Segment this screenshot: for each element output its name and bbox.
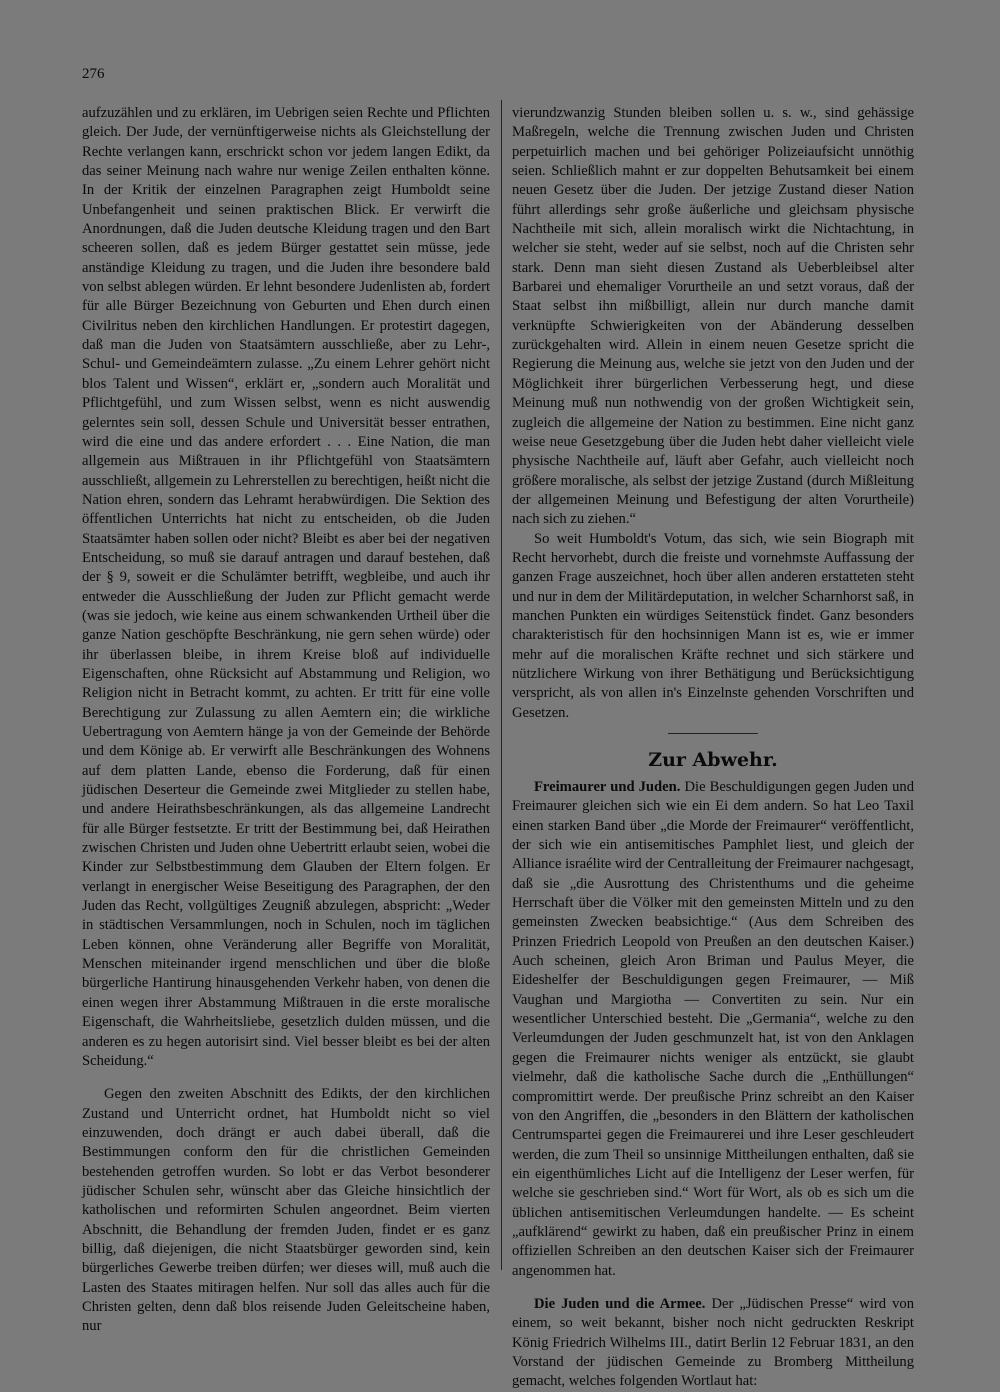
column-divider <box>501 100 502 1270</box>
paragraph: So weit Humboldt's Votum, das sich, wie sein Biograph mit Recht hervorhebt, durch die freiste und vornehmste Auffassung der ganzen Frage auszeichnet, hoch über allen anderen erstatteten steht und nur in dem der Militärdeputation, in welcher Scharnhorst saß, in manchen Punkten ein würdiges Seitenstück findet. Ganz besonders charakteristisch für den hochsinnigen Mann ist es, wie er immer mehr auf die moralischen Kräfte rechnet und sich stärkere und nützlichere Wirkung von ihrer Bethätigung und Berücksichtigung verspricht, als von allen in's Einzelnste gehenden Vorschriften und Gesetzen. <box>512 530 914 721</box>
page-number: 276 <box>82 66 105 82</box>
section-heading: Zur Abwehr. <box>648 749 778 771</box>
article-text: Der „Jüdischen Presse“ wird von einem, so weit bekannt, bisher noch nicht gedruckten Reskript König Friedrich Wilhelms III., datirt Berlin 12 Februar 1831, an den Vorstand der jüdischen Gemeinde zu Bromberg Mittheilung gemacht, welches folgenden Wortlaut hat: <box>512 1295 914 1390</box>
left-column <box>82 104 490 1337</box>
paragraph: aufzuzählen und zu erklären, im Uebrigen seien Rechte und Pflichten gleich. Der Jude, der vernünftigerweise nichts als Gleichstellung der Rechte verlangen kann, erschrickt schon vor jedem langen Edikt, da das seiner Meinung nach wahre nur wenige Zeilen enthalten könne. In der Kritik der einzelnen Paragraphen zeigt Humboldt seine Unbefangenheit und seinen praktischen Blick. Er verwirft die Anordnungen, daß die Juden deutsche Kleidung tragen und den Bart scheeren sollen, daß es jedem Bürger gestattet sein müsse, jede anständige Kleidung zu tragen, und die Juden ihre besondere bald von selbst ablegen würden. Er lehnt besondere Judenlisten ab, fordert für alle Bürger Bezeichnung von Geburten und Ehen durch einen Civilritus neben den kirchlichen Handlungen. Er protestirt dagegen, daß man die Juden von Staatsämtern ausschließe, aber zu Lehr-, Schul- und Gemeindeämtern zulasse. „Zu einem Lehrer gehört nicht blos Talent und Wissen“, erklärt er, „sondern auch Moralität und Pflichtgefühl, und zum Wissen selbst, wenn es nicht auswendig gelerntes sein soll, dessen Schule und Universität besser entrathen, wird die eine und das andere erfordert . . . Eine Nation, die man allgemein aus Mißtrauen in ihr Pflichtgefühl von Staatsämtern ausschließt, allgemein zu Lehrerstellen zu berechtigen, heißt nicht die Nation ehren, sondern das Lehramt herabwürdigen. Die Sektion des öffentlichen Unterrichts hat nicht zu entscheiden, ob die Juden Staatsämter haben sollen oder nicht? Bleibt es aber bei der negativen Entscheidung, so muß sie darauf antragen und darauf bestehen, daß der § 9, soweit er die Schulämter betrifft, wegbleibe, und auch ihr entweder die Ausschließung der Juden zur Pflicht gemacht werde (was sie jedoch, wie keine aus einem schwankenden Urtheil über die ganze Nation geschöpfte Beschränkung, nie gern sehen würde) oder ihr überlassen bleibe, in ihrem Kreise bloß auf individuelle Eigenschaften, ohne Rücksicht auf Abstammung und Religion, wo Religion nicht in Betracht kommt, zu achten. Er tritt für eine volle Berechtigung zur Zulassung zu allen Aemtern ein; die wirkliche Uebertragung von Aemtern hänge ja von der Gemeinde der Behörde und dem Könige ab. Er verwirft alle Beschränkungen des Wohnens auf dem platten Lande, ebenso die Forderung, daß für einen jüdischen Deserteur die Gemeinde zwei Mitglieder zu stellen habe, und andere Heirathsbeschränkungen, als das allgemeine Landrecht für alle Bürger festsetzte. Er tritt der Bestimmung bei, daß Heirathen zwischen Christen und Juden ohne Uebertritt erlaubt seien, wobei die Kinder zur Selbstbestimmung dem Glauben der Eltern folgen. Er verlangt in energischer Weise Beseitigung des Paragraphen, der den Juden das Recht, vollgültiges Zeugniß abzulegen, abspricht: „Weder in städtischen Versammlungen, noch in Schulen, noch im täglichen Leben können, ohne Veränderung aller Begriffe von Moralität, Menschen miteinander irgend menschlichen und über die bloße bürgerliche Hantirung hinausgehenden Verkehr haben, von denen die einen wegen ihrer Abstammung Mißtrauen in die erste moralische Eigenschaft, die Wahrheitsliebe, gesetzlich dulden müssen, und die anderen es zu hegen autorisirt sind. Viel besser bleibt es bei der alten Scheidung.“ <box>82 105 490 1069</box>
article-title: Die Juden und die Armee. <box>534 1295 706 1312</box>
article-text: Die Beschuldigungen gegen Juden und Freimaurer gleichen sich wie ein Ei dem andern. So hat Leo Taxil einen starken Band über „die Morde der Freimaurer“ veröffentlicht, der sich wie ein antisemitisches Pamphlet liest, und gleich der Alliance israélite wird der Centralleitung der Freimaurer nachgesagt, daß sie „die Ausrottung des Christenthums und die geheime Herrschaft über die Völker mit den gemeinsten Mitteln und zu den gemeinsten Zwecken beabsichtige.“ (Aus dem Schreiben des Prinzen Friedrich Leopold von Preußen an den deutschen Kaiser.) Auch scheinen, gleich Aron Briman und Paulus Meyer, die Eideshelfer der Beschuldigungen gegen Freimaurer, — Miß Vaughan und Margiotha — Convertiten zu sein. Nur ein wesentlicher Unterschied besteht. Die „Germania“, welche zu den Verleumdungen der Juden geschmunzelt hat, ist von den Anklagen gegen die Freimaurer nichts weniger als entzückt, sie glaubt vielmehr, daß die katholische Sache durch die „Enthüllungen“ compromittirt werde. Der preußische Prinz schreibt an den Kaiser von den Angriffen, die „besonders in den Blättern der katholischen Centrumspartei gegen die Freimaurerei und ihre Leser geschleudert werden, die zum Theil so unsinnige Mittheilungen enthalten, daß sie ein eigenthümliches Licht auf die Intelligenz der Leser werfen, für welche sie geschrieben sind.“ Wort für Wort, als ob es sich um die üblichen antisemitischen Verleumdungen handelte. — Es scheint „aufklärend“ gewirkt zu haben, daß ein preußischer Prinz in einem offiziellen Schreiben an den deutschen Kaiser sich der Freimaurer angenommen hat. <box>512 779 914 1279</box>
right-column <box>512 104 914 1392</box>
article-armee <box>512 1295 914 1392</box>
paragraph: vierundzwanzig Stunden bleiben sollen u. s. w., sind gehässige Maßregeln, welche die Trennung zwischen Juden und Christen perpetuirlich machen und bei gehöriger Polizeiaufsicht unnöthig seien. Schließlich mahnt er zur doppelten Behutsamkeit bei einem neuen Gesetz über die Juden. Der jetzige Zustand dieser Nation führt allerdings sehr große äußerliche und gleichsam physische Nachtheile mit sich, allein moralisch wirkt die Nichtachtung, in welcher sie steht, weder auf sie selbst, noch auf die Christen sehr stark. Denn man sieht diesen Zustand als Ueberbleibsel alter Barbarei und ehemaliger Vorurtheile an und setzt voraus, daß der Staat selbst ihn mißbilligt, allein nur durch manche damit verknüpfte Schwierigkeiten von der Abänderung desselben zurückgehalten wird. Allein in einem neuen Gesetze spricht die Regierung die Meinung aus, welche sie jetzt von den Juden und der Möglichkeit ihrer bürgerlichen Verbesserung hegt, und diese Meinung muß nun nothwendig von der großen Wichtigkeit sein, zugleich die allgemeine der Nation zu bestimmen. Eine nicht ganz weise neue Gesetzgebung über die Juden hebt daher vielleicht viele physische Nachtheile auf, läuft aber Gefahr, auch vielleicht noch größere moralische, als selbst der jetzige Zustand (durch Mißleitung der allgemeinen Meinung und Befestigung der alten Vorurtheile) nach sich zu ziehen.“ <box>512 105 914 528</box>
article-title: Freimaurer und Juden. <box>534 779 681 795</box>
article-freimaurer <box>512 778 914 1281</box>
paragraph: Gegen den zweiten Abschnitt des Edikts, der den kirchlichen Zustand und Unterricht ordnet, hat Humboldt nicht so viel einzuwenden, doch drängt er auch dabei überall, daß die Bestimmungen conform den für die christlichen Gemeinden bestehenden getroffen wurden. So lobt er das Verbot besonderer jüdischer Schulen sehr, wünscht aber das Gleiche hinsichtlich der katholischen und reformirten Schulen angeordnet. Beim vierten Abschnitt, die Behandlung der fremden Juden, findet er es ganz billig, daß diejenigen, die nicht Staatsbürger geworden sind, kein bürgerliches Gewerbe treiben dürfen; wer dieses will, muß auch die Lasten des Staates mitiragen helfen. Nur soll das alles auch für die Christen gelten, denn daß blos reisende Juden Geleitscheine haben, nur <box>82 1086 490 1335</box>
section-rule <box>668 733 758 734</box>
